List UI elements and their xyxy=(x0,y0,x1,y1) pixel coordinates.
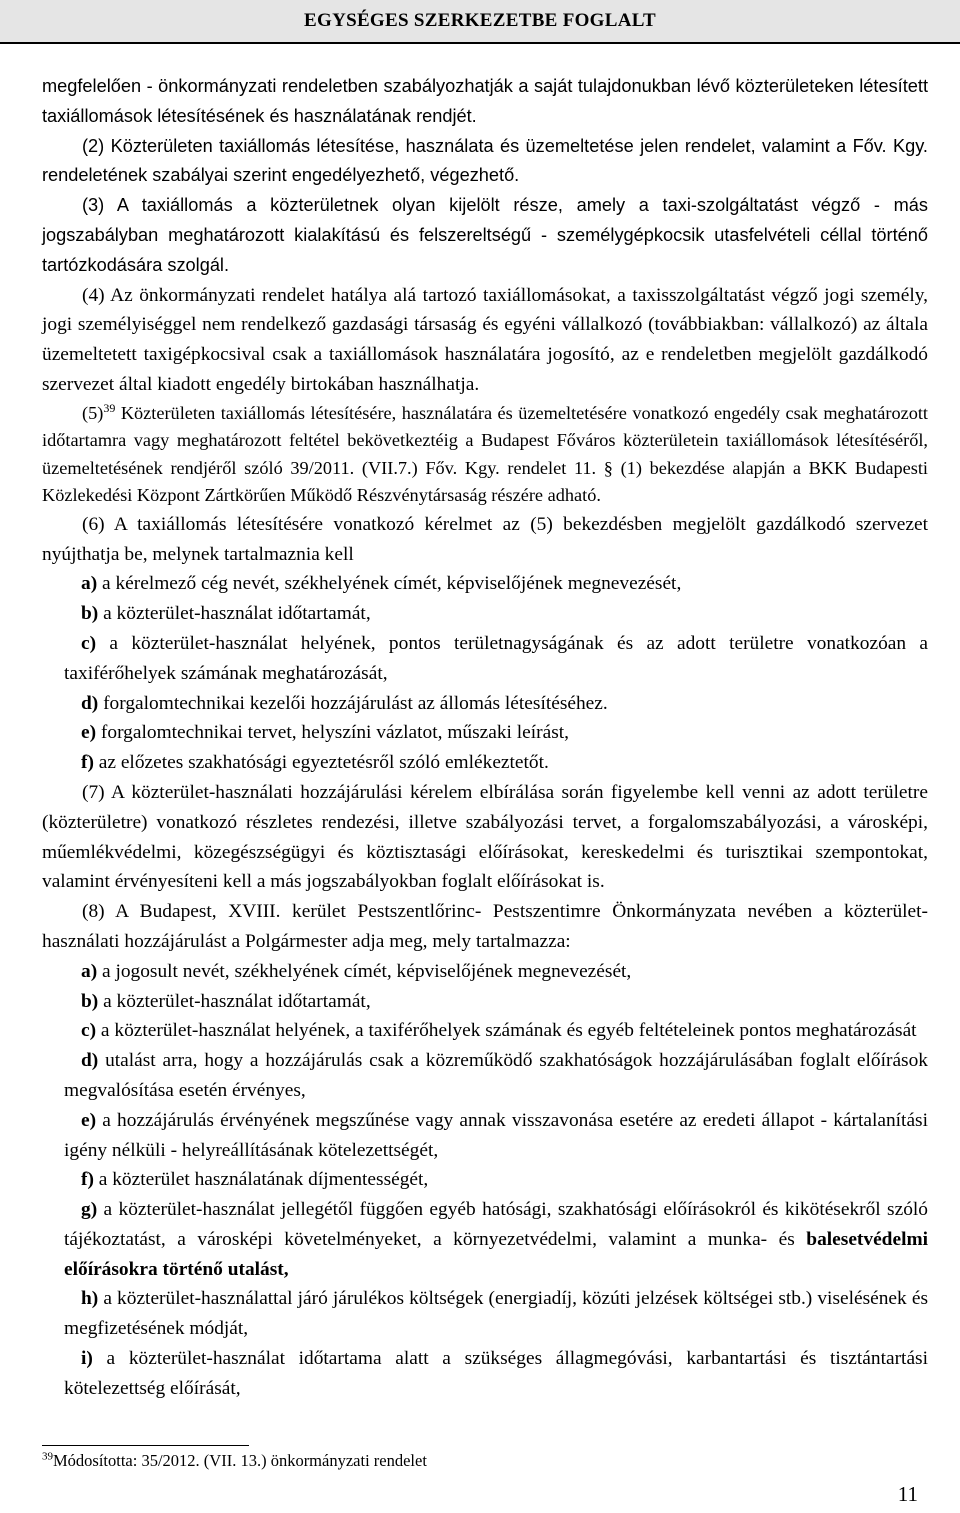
list-item-label: c) xyxy=(81,1020,97,1042)
list-item-text: a kérelmező cég nevét, székhelyének címét, képviselőjének megnevezését, xyxy=(97,573,682,595)
paragraph-7: (7) A közterület-használati hozzájárulási kérelem elbírálása során figyelembe kell venni az adott területre (közterületre) vonatkozó részletes rendezési, illetve szabályozási tervet, a forgalomszabályozási, a városképi, műemlékvédelmi, közegészségügyi és köztisztasági előírásokat, kereskedelmi és turisztikai szempontokat, valamint érvényesíteni kell a más jogszabályokban foglalt előírásokat is. xyxy=(42,781,928,893)
list-item-text: a közterület-használat időtartamát, xyxy=(98,990,371,1012)
list-item-label: d) xyxy=(81,1050,99,1072)
paragraph-2: (2) Közterületen taxiállomás létesítése, használata és üzemeltetése jelen rendelet, valamint a Főv. Kgy. rendeletének szabályai szerint engedélyezhető, végezhető. xyxy=(42,135,928,186)
footnote-text: Módosította: 35/2012. (VII. 13.) önkormányzati rendelet xyxy=(53,1451,427,1470)
page-number: 11 xyxy=(897,1482,918,1506)
list-item-label: c) xyxy=(81,632,97,654)
list-item xyxy=(42,1016,928,1046)
list-item-text: a közterület-használat helyének, a taxiférőhelyek számának és egyéb feltételeinek pontos meghatározását xyxy=(96,1020,917,1042)
footnote-ref[interactable]: 39 xyxy=(103,400,116,415)
list-item-label: a) xyxy=(81,960,98,982)
list-item-text: a közterület-használat időtartama alatt a szükséges állagmegóvási, karbantartási és tisztántartási kötelezettség előírását, xyxy=(64,1348,928,1399)
list-item xyxy=(42,1284,928,1344)
paragraph-3: (3) A taxiállomás a közterületnek olyan kijelölt része, amely a taxi-szolgáltatást végző - más jogszabályban meghatározott kialakítású és felszereltségű - személygépkocsik utasfelvételi céllal történő tartózkodására szolgál. xyxy=(42,195,928,275)
paragraph-8: (8) A Budapest, XVIII. kerület Pestszentlőrinc- Pestszentimre Önkormányzata nevében a közterület- használati hozzájárulást a Polgármester adja meg, mely tartalmazza: xyxy=(42,901,928,952)
list-item xyxy=(42,689,928,719)
list-item-label: f) xyxy=(81,752,94,774)
list-item xyxy=(42,957,928,987)
list-item-text: a közterület-használat jellegétől függően egyéb hatósági, szakhatósági előírásokról és kikötésekről szóló tájékoztatást, a városképi követelményeket, a környezetvédelmi, valamint a munka- és xyxy=(64,1199,928,1250)
list-item xyxy=(42,1046,928,1106)
list-item-text: a közterület-használattal járó járulékos költségek (energiadíj, közúti jelzések költségei stb.) viselésének és megfizetésének módját, xyxy=(64,1288,928,1340)
list-item xyxy=(42,599,928,629)
list-item-label: e) xyxy=(81,1109,97,1131)
list-item-text: a közterület-használat helyének, pontos területnagyságának és az adott területre vonatkozóan a taxiférőhelyek számának meghatározását, xyxy=(64,632,928,684)
list-item-label: a) xyxy=(81,573,98,595)
list-item-label: b) xyxy=(81,603,99,625)
list-item xyxy=(42,1165,928,1195)
list-item-label: d) xyxy=(81,692,99,714)
list-item-text: a közterület-használat időtartamát, xyxy=(98,603,371,625)
paragraph-5 xyxy=(42,400,928,510)
list-item xyxy=(42,718,928,748)
document-header: EGYSÉGES SZERKEZETBE FOGLALT xyxy=(0,0,960,44)
list-item xyxy=(42,1106,928,1166)
list-item-text: forgalomtechnikai kezelői hozzájárulást az állomás létesítéséhez. xyxy=(98,692,608,714)
list-item-label: e) xyxy=(81,722,97,744)
list-item xyxy=(42,569,928,599)
list-item xyxy=(42,987,928,1017)
paragraph-5-text: Közterületen taxiállomás létesítésére, használatára és üzemeltetésére vonatkozó engedély csak meghatározott időtartamra vagy meghatározott feltétel bekövetkeztéig a Budapest Főváros közterületein taxiállomások létesítéséről, üzemeltetésének rendjéről szóló 39/2011. (VII.7.) Főv. Kgy. rendelet 11. § (1) bekezdése alapján a BKK Budapesti Közlekedési Központ Zártkörűen Működő Részvénytársaság részére adható. xyxy=(42,402,928,506)
footnote-separator xyxy=(42,1445,249,1446)
paragraph-8-list xyxy=(42,957,928,1404)
continuation-paragraph: megfelelően - önkormányzati rendeletben szabályozhatják a saját tulajdonukban lévő közterületeken létesített taxiállomások létesítésének és használatának rendjét. xyxy=(42,76,928,126)
footnote-number: 39 xyxy=(42,1450,53,1463)
document-body xyxy=(42,72,928,1404)
list-item-label: g) xyxy=(81,1199,98,1221)
list-item-text: utalást arra, hogy a hozzájárulás csak a közreműködő szakhatóságok hozzájárulásában foglalt előírások megvalósítása esetén érvényes, xyxy=(64,1050,928,1101)
footnote xyxy=(42,1450,928,1472)
list-item-text: a hozzájárulás érvényének megszűnése vagy annak visszavonása esetére az eredeti állapot - kártalanítási igény nélküli - helyreállításának kötelezettségét, xyxy=(64,1109,928,1161)
list-item xyxy=(42,1344,928,1404)
list-item-bold-text: balesetvédelmi előírásokra történő utalást, xyxy=(64,1228,928,1280)
list-item-text: az előzetes szakhatósági egyeztetésről szóló emlékeztetőt. xyxy=(93,752,549,774)
list-item xyxy=(42,1195,928,1284)
list-item-label: f) xyxy=(81,1169,94,1191)
list-item xyxy=(42,748,928,778)
paragraph-6: (6) A taxiállomás létesítésére vonatkozó kérelmet az (5) bekezdésben megjelölt gazdálkodó szervezet nyújthatja be, melynek tartalmaznia kell xyxy=(42,513,928,565)
list-item xyxy=(42,629,928,689)
list-item-text: a jogosult nevét, székhelyének címét, képviselőjének megnevezését, xyxy=(97,960,632,982)
paragraph-4: (4) Az önkormányzati rendelet hatálya alá tartozó taxiállomásokat, a taxisszolgáltatást végző jogi személy, jogi személyiséggel nem rendelkező gazdasági társaság és egyéni vállalkozó (továbbiakban: vállalkozó) az általa üzemeltetett taxigépkocsival csak a taxiállomások használatára jogosító, az e rendeletben megjelölt gazdálkodó szervezet által kiadott engedély birtokában használhatja. xyxy=(42,284,928,395)
paragraph-6-list xyxy=(42,569,928,778)
list-item-label: h) xyxy=(81,1288,99,1310)
list-item-label: i) xyxy=(81,1348,93,1370)
list-item-text: forgalomtechnikai tervet, helyszíni vázlatot, műszaki leírást, xyxy=(96,722,570,744)
list-item-text: a közterület használatának díjmentességét, xyxy=(93,1169,429,1191)
list-item-label: b) xyxy=(81,990,99,1012)
paragraph-5-number: (5) xyxy=(82,402,104,423)
